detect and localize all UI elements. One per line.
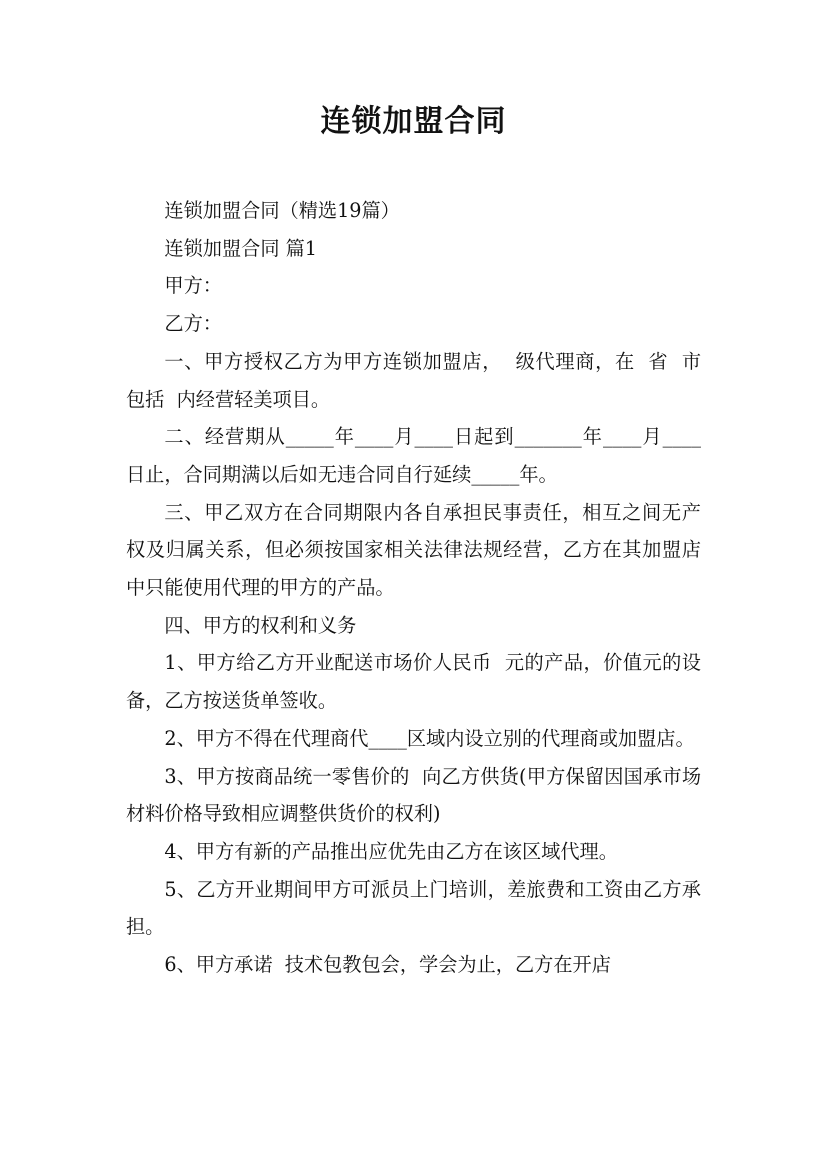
- paragraph: 甲方：: [164, 274, 222, 298]
- paragraph: 6、甲方承诺 技术包教包会，学会为止，乙方在开店: [164, 953, 611, 977]
- paragraph: 1、甲方给乙方开业配送市场价人民币 元的产品，价值元的设备，乙方按送货单签收。: [126, 651, 701, 713]
- document-body: [126, 192, 714, 984]
- paragraph: 乙方：: [164, 312, 222, 336]
- paragraph: 2、甲方不得在代理商代____区域内设立别的代理商或加盟店。: [164, 726, 695, 750]
- paragraph: 3、甲方按商品统一零售价的 向乙方供货(甲方保留因国承市场材料价格导致相应调整供货价的权利): [126, 764, 701, 826]
- paragraph: 四、甲方的权利和义务: [164, 613, 357, 637]
- paragraph: 连锁加盟合同 篇1: [164, 236, 318, 260]
- paragraph: 连锁加盟合同（精选19篇）: [164, 199, 400, 222]
- paragraph: 4、甲方有新的产品推出应优先由乙方在该区域代理。: [164, 839, 618, 863]
- paragraph: 二、经营期从_____年____月____日起到_______年____月____日止，合同期满以后如无违合同自行延续_____年。: [126, 425, 701, 486]
- document-title: 连锁加盟合同: [320, 104, 507, 139]
- paragraph: 三、甲乙双方在合同期限内各自承担民事责任，相互之间无产权及归属关系，但必须按国家相关法律法规经营，乙方在其加盟店中只能使用代理的甲方的产品。: [126, 500, 701, 600]
- paragraph: 5、乙方开业期间甲方可派员上门培训，差旅费和工资由乙方承担。: [126, 877, 701, 939]
- paragraph: 一、甲方授权乙方为甲方连锁加盟店， 级代理商，在 省 市 包括 内经营轻美项目。: [126, 349, 714, 411]
